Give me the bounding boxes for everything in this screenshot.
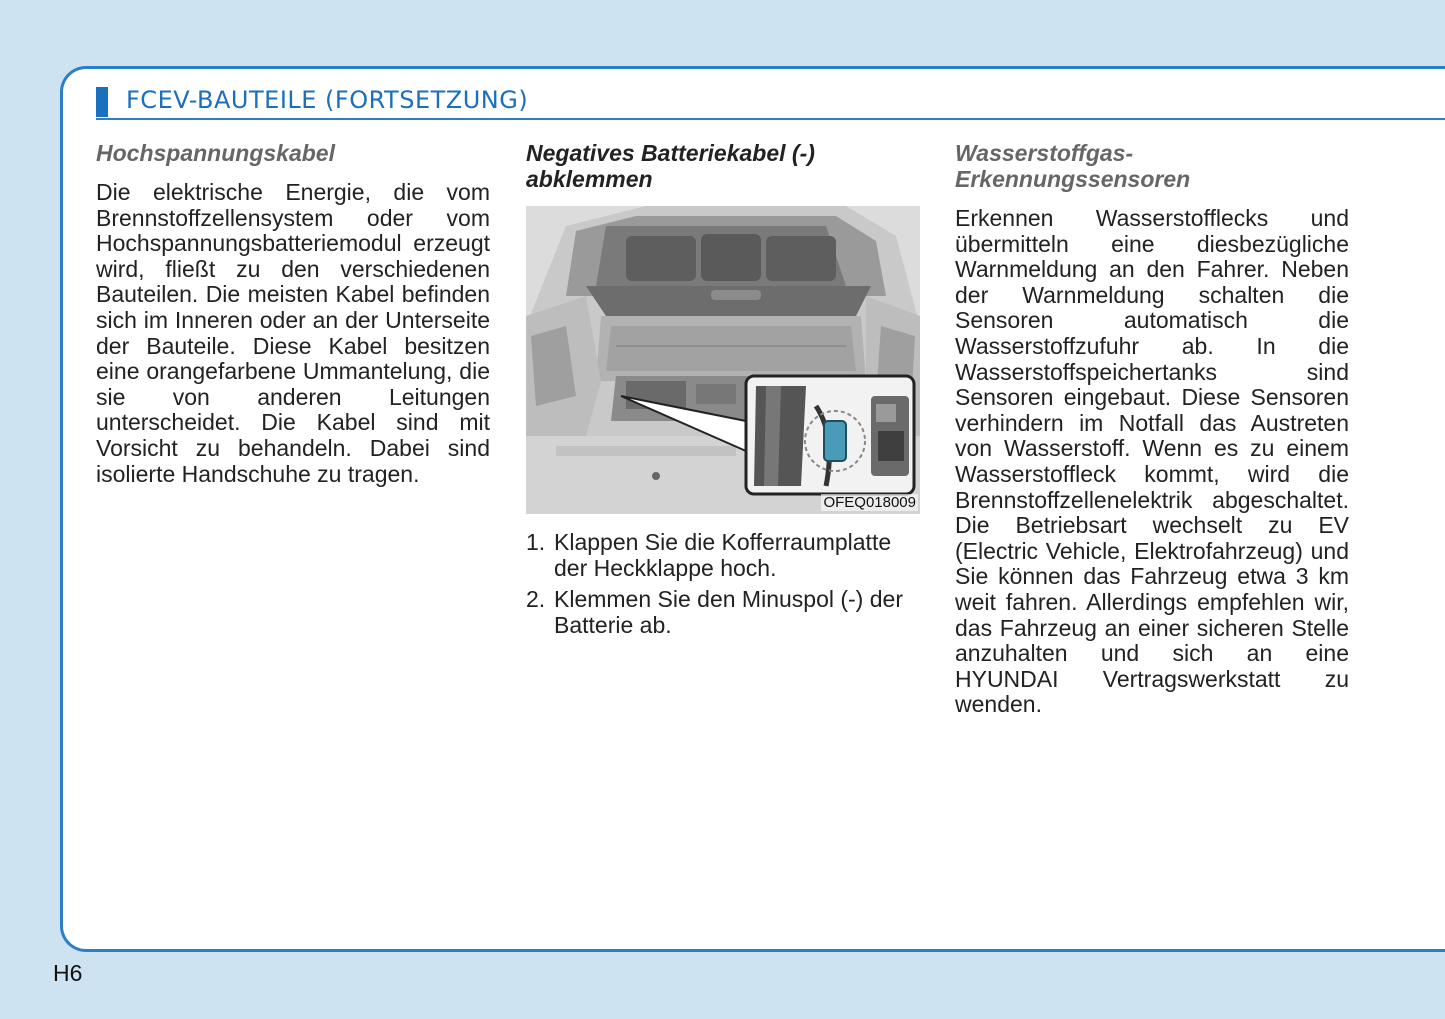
heading-battery-cable: Negatives Batteriekabel (-) abklemmen (526, 140, 815, 192)
text-high-voltage-cable: Die elektrische Energie, die vom Brennstoffzellensystem oder vom Hochspannungsbatteriemodul erzeugt wird, fließt zu den verschiedenen Bauteilen. Die meisten Kabel befinden sich im Inneren oder an der Unterseite der Bauteile. Diese Kabel besitzen eine orangefarbene Ummantelung, die sie von anderen Leitungen unterscheidet. Die Kabel sind mit Vorsicht zu behandeln. Dabei sind isolierte Handschuhe zu tragen. (96, 179, 490, 487)
page-number: H6 (53, 960, 83, 986)
step-item (526, 530, 920, 581)
figure-code: OFEQ018009 (823, 494, 916, 511)
column-hydrogen-sensors (955, 140, 1349, 718)
trunk-drawing (526, 206, 920, 514)
section-header-bar (96, 87, 108, 117)
step-text: Klemmen Sie den Minuspol (-) der Batterie ab. (554, 586, 903, 638)
text-hydrogen-sensors: Erkennen Wasserstofflecks und übermitteln eine diesbezügliche Warnmeldung an den Fahrer. Neben der Warnmeldung schalten die Sensoren automatisch die Wasserstoffzufuhr ab. In die Wasserstoffspeichertanks sind Sensoren eingebaut. Diese Sensoren verhindern im Notfall das Austreten von Wasserstoff. Wenn es zu einem Wasserstoffleck kommt, wird die Brennstoffzellenelektrik abgeschaltet. Die Betriebsart wechselt zu EV (Electric Vehicle, Elektrofahrzeug) und Sie können das Fahrzeug etwa 3 km weit fahren. Allerdings empfehlen wir, das Fahrzeug an einer sicheren Stelle anzuhalten und sich an eine HYUNDAI Vertragswerkstatt zu wenden. (955, 205, 1349, 718)
step-number: 1. (526, 529, 546, 555)
heading-hydrogen-sensors: Wasserstoffgas-Erkennungssensoren (955, 140, 1191, 192)
step-item (526, 587, 920, 638)
trunk-battery-illustration (526, 206, 920, 514)
section-header (96, 86, 1445, 120)
column-high-voltage-cable (96, 140, 490, 487)
step-number: 2. (526, 586, 546, 613)
heading-high-voltage-cable: Hochspannungskabel (96, 140, 335, 166)
column-battery-cable (526, 140, 920, 644)
step-text: Klappen Sie die Kofferraumplatte der Heckklappe hoch. (554, 529, 892, 581)
section-title: FCEV-BAUTEILE (FORTSETZUNG) (126, 86, 529, 114)
steps-list (526, 530, 920, 638)
